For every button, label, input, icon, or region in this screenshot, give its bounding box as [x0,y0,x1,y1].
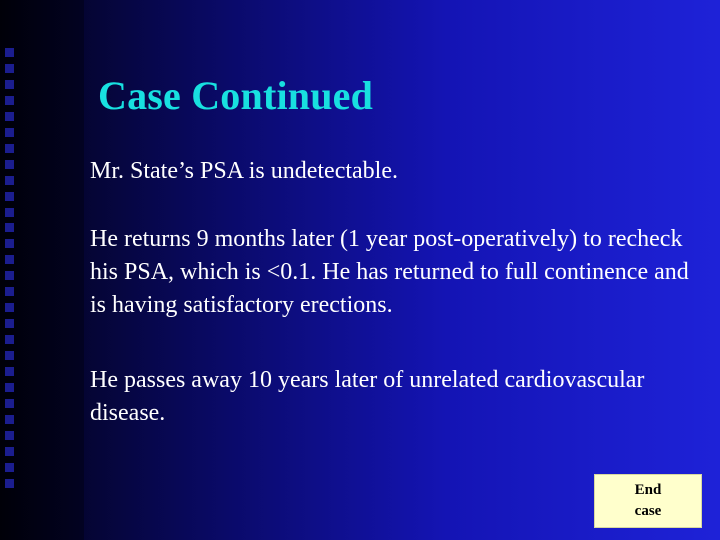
square-bullet-icon [5,383,14,392]
square-bullet-icon [5,303,14,312]
square-bullet-icon [5,64,14,73]
square-bullet-icon [5,479,14,488]
square-bullet-icon [5,335,14,344]
square-bullet-icon [5,367,14,376]
square-bullet-icon [5,160,14,169]
square-bullet-icon [5,399,14,408]
square-bullet-icon [5,431,14,440]
end-case-button[interactable] [594,474,702,528]
square-bullet-icon [5,112,14,121]
square-bullet-icon [5,463,14,472]
square-bullet-icon [5,351,14,360]
left-decorative-strip [0,0,84,540]
slide-title: Case Continued [98,73,374,118]
square-bullet-icon [5,208,14,217]
square-bullet-icon [5,176,14,185]
square-bullet-icon [5,255,14,264]
square-bullet-icon [5,144,14,153]
square-bullet-icon [5,287,14,296]
paragraph-follow-up: He returns 9 months later (1 year post-operatively) to recheck his PSA, which is <0.1. He has returned to full continence and is having satisfactory erections. [90,226,689,318]
square-bullet-icon [5,128,14,137]
square-bullet-icon [5,96,14,105]
square-bullet-icon [5,319,14,328]
square-bullet-icon [5,48,14,57]
square-bullet-column [5,48,17,488]
square-bullet-icon [5,80,14,89]
paragraph-psa-status: Mr. State’s PSA is undetectable. [90,158,398,184]
square-bullet-icon [5,447,14,456]
square-bullet-icon [5,271,14,280]
square-bullet-icon [5,415,14,424]
paragraph-outcome: He passes away 10 years later of unrelated cardiovascular disease. [90,367,645,426]
square-bullet-icon [5,192,14,201]
end-case-label: End case [634,482,662,519]
square-bullet-icon [5,223,14,232]
square-bullet-icon [5,239,14,248]
